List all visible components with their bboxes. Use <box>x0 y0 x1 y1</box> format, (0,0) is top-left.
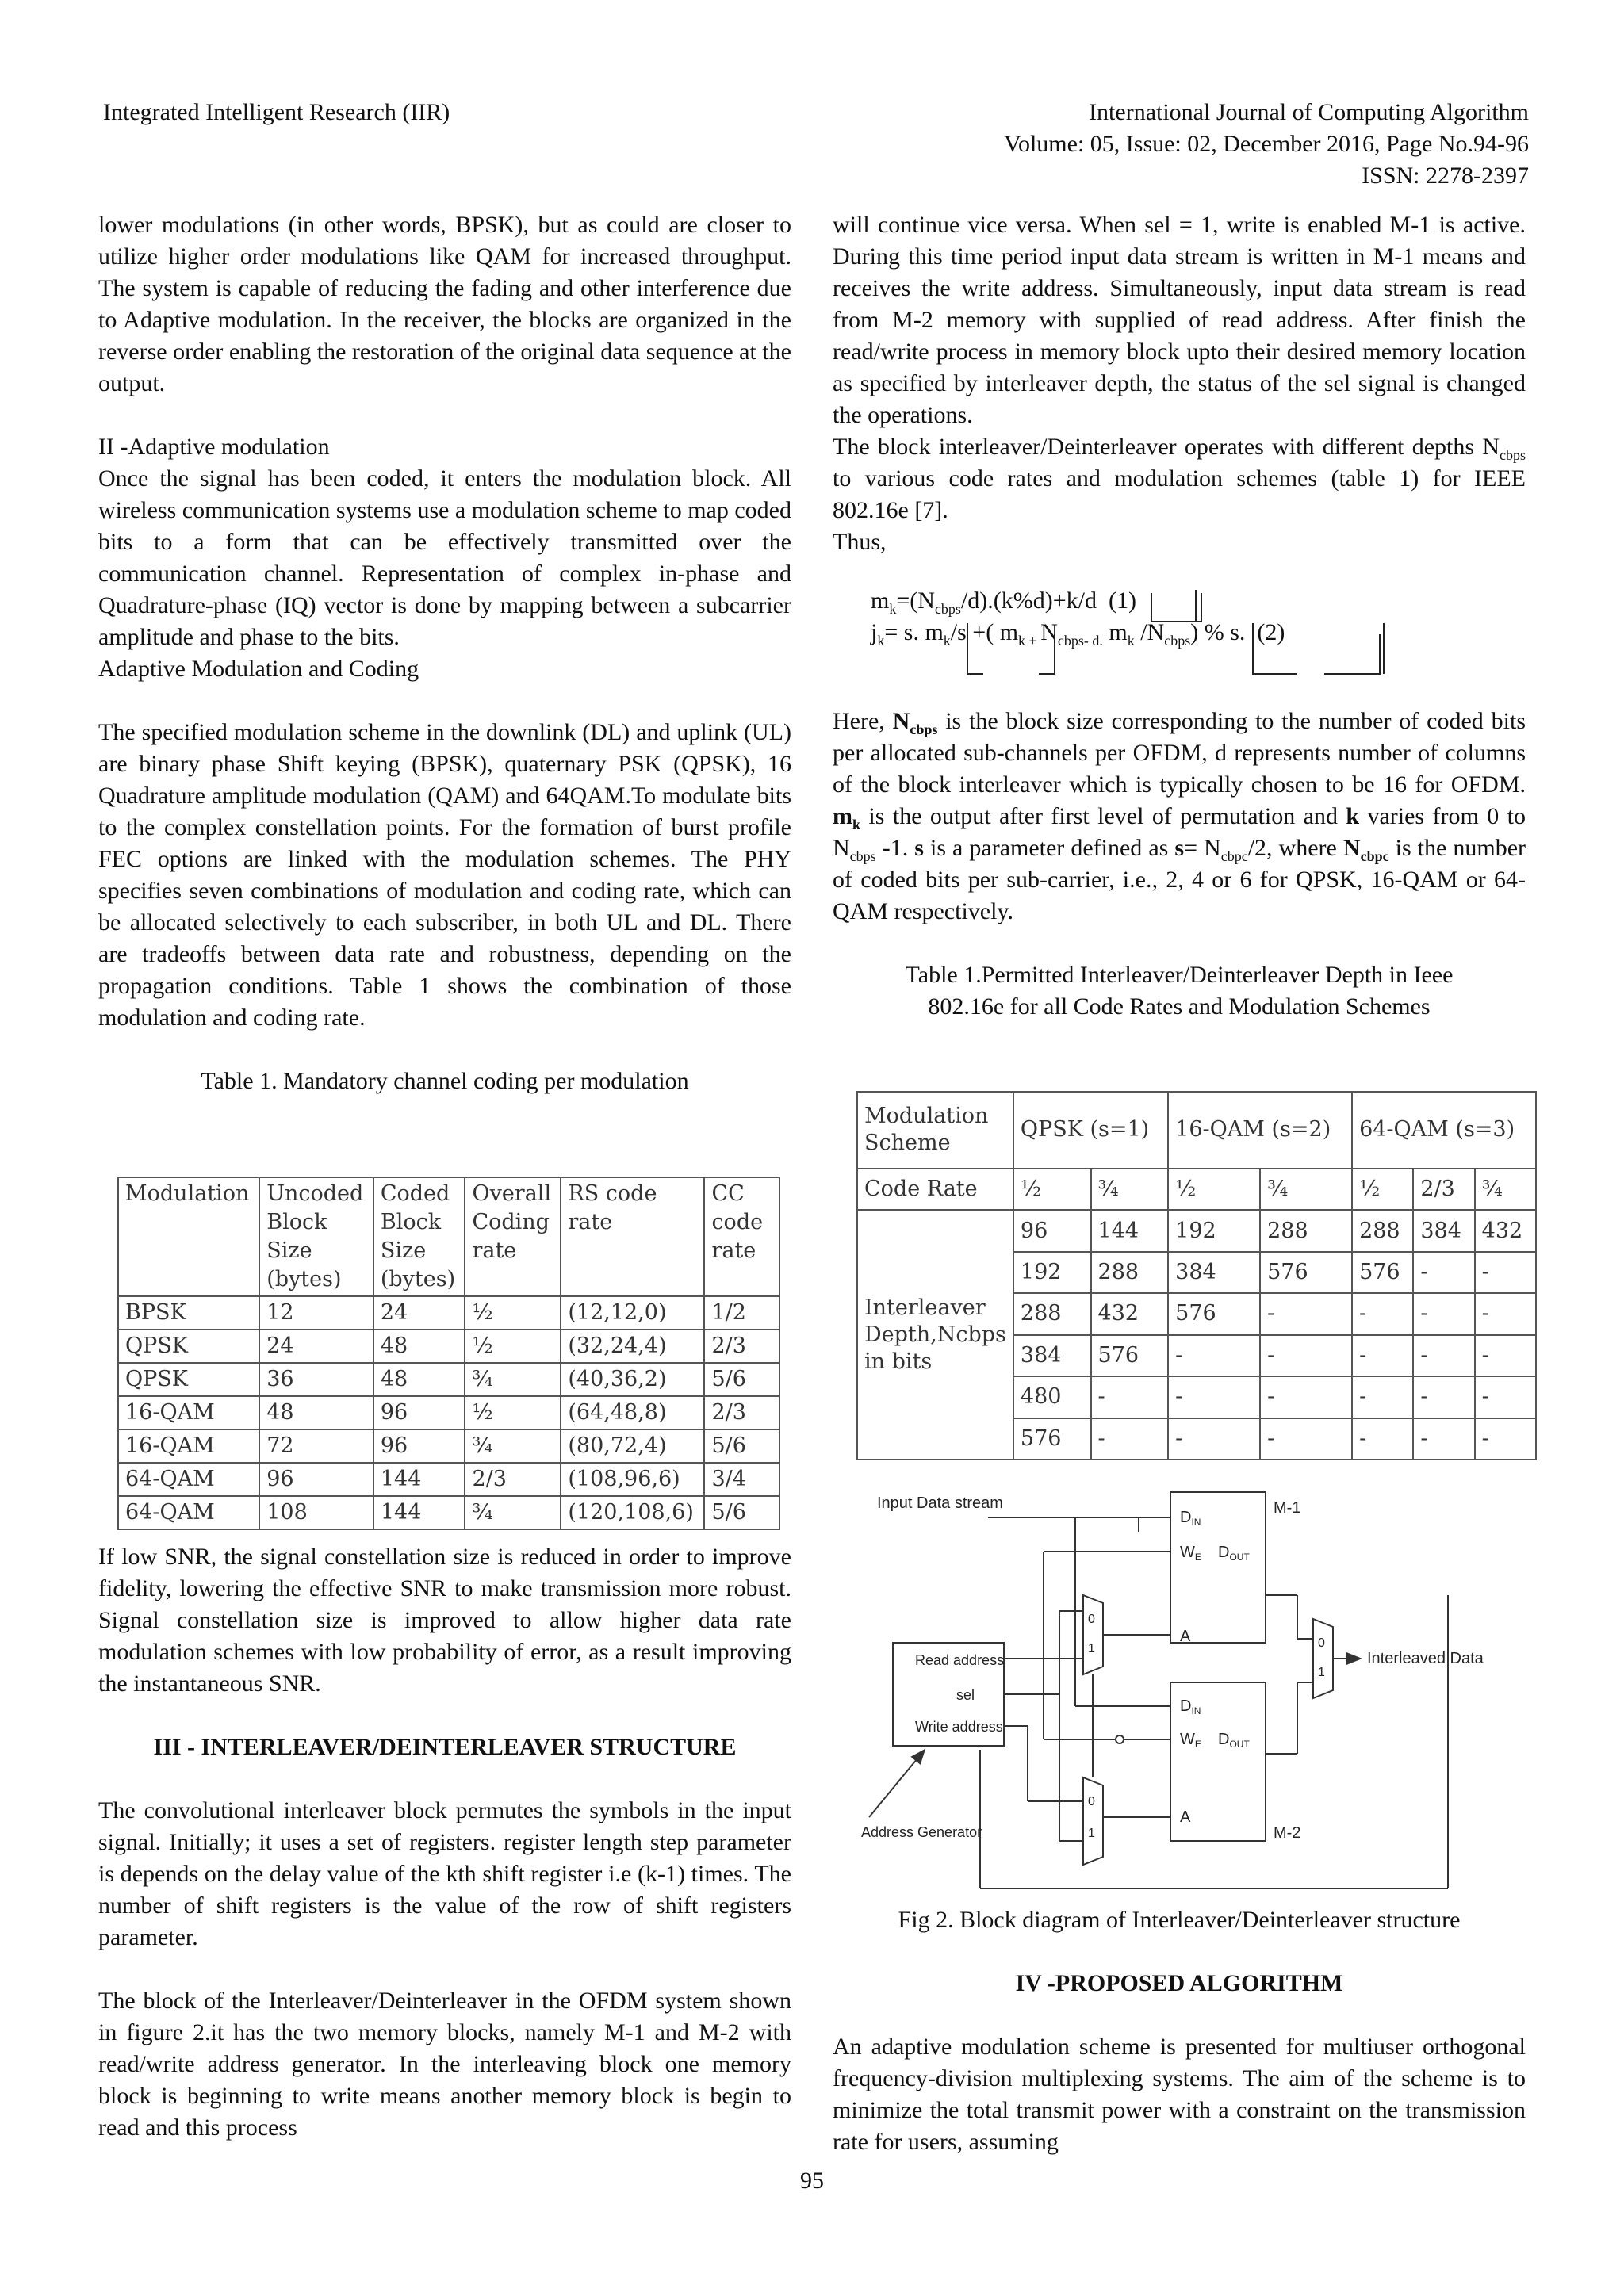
table-header-cell: Code Rate <box>857 1169 1013 1210</box>
table-cell: (32,24,4) <box>561 1330 704 1363</box>
table-cell: ½ <box>465 1330 561 1363</box>
left-column-top <box>98 209 791 1097</box>
table-cell: - <box>1260 1418 1352 1460</box>
page-number: 95 <box>800 2168 824 2194</box>
figure-label-addr: A <box>1180 1808 1191 1826</box>
table-cell: ¾ <box>465 1496 561 1529</box>
table-cell: 192 <box>1168 1210 1260 1251</box>
table2-caption-line2: 802.16e for all Code Rates and Modulation Schemes <box>928 993 1431 1020</box>
table-cell: - <box>1352 1376 1413 1418</box>
figure-label-m2: M-2 <box>1274 1824 1301 1842</box>
figure-label-address-generator: Address Generator <box>861 1824 982 1840</box>
header-journal-left: Integrated Intelligent Research (IIR) <box>103 99 450 125</box>
table-cell: - <box>1413 1293 1474 1334</box>
table-cell: 432 <box>1091 1293 1169 1334</box>
table-cell: - <box>1168 1335 1260 1376</box>
code-rate-cell: ¾ <box>1475 1169 1536 1210</box>
header-volume: Volume: 05, Issue: 02, December 2016, Page No.94-96 <box>1004 131 1529 157</box>
table-cell: 64-QAM <box>118 1463 259 1496</box>
table-row <box>118 1330 779 1363</box>
table-cell: (108,96,6) <box>561 1463 704 1496</box>
table-cell: - <box>1091 1418 1169 1460</box>
paragraph: The block of the Interleaver/Deinterleaver in the OFDM system shown in figure 2.it has the two memory blocks, namely M-1 and M-2 with read/write address generator. In the interleaving block one memory block is beginning to write means another memory block is begin to read and this process <box>98 1988 791 2141</box>
figure-label-sel: sel <box>956 1687 975 1703</box>
table-cell: 96 <box>373 1396 465 1429</box>
right-column-top <box>833 209 1526 558</box>
table-header-cell: 16-QAM (s=2) <box>1168 1092 1352 1169</box>
paragraph: Here, $N_{cbps}$ is the block size corresponding to the number of coded bits per allocated sub-channels per OFDM, d represents number of columns of the block interleaver which is typically chosen to be 16 for OFDM. $m_k$ is the output after first level of permutation and k varies from 0 to $N_{cbps}$ -1. s is a parameter defined as $s= N_{cbpc}/2$, where $N_{cbpc}$ is the number of coded bits per sub-carrier, i.e., 2, 4 or 6 for QPSK, 16-QAM or 64-QAM respectively. <box>833 708 1526 924</box>
table-cell: 48 <box>373 1363 465 1396</box>
paragraph: An adaptive modulation scheme is presented for multiuser orthogonal frequency-division multiplexing systems. The aim of the scheme is to minimize the total transmit power with a constraint on the transmission rate for users, assuming <box>833 2034 1526 2155</box>
equation-number: (2) <box>1257 619 1285 645</box>
table-header-cell: 64-QAM (s=3) <box>1352 1092 1536 1169</box>
paragraph: The block interleaver/Deinterleaver operates with different depths $N_{cbps}$ to various code rates and modulation schemes (table 1) for IEEE 802.16e [7]. <box>833 434 1526 523</box>
table-cell: 5/6 <box>704 1429 779 1463</box>
table-cell: ¾ <box>465 1429 561 1463</box>
table-cell: - <box>1260 1376 1352 1418</box>
mux-label: 0 <box>1088 1795 1095 1808</box>
mux-label: 1 <box>1088 1827 1095 1840</box>
table-cell: - <box>1475 1418 1536 1460</box>
table-header-cell: Uncoded Block Size (bytes) <box>259 1177 373 1296</box>
header-journal-right <box>736 97 1529 192</box>
paragraph-thus: Thus, <box>833 529 887 555</box>
subsection-title: Adaptive Modulation and Coding <box>98 656 419 682</box>
table-cell: 192 <box>1013 1252 1091 1293</box>
mux-label: 1 <box>1088 1642 1095 1655</box>
floor-brackets-decoration <box>864 587 1419 682</box>
table-cell: QPSK <box>118 1330 259 1363</box>
figure-caption: Fig 2. Block diagram of Interleaver/Deinterleaver structure <box>898 1907 1461 1933</box>
code-rate-cell: ¾ <box>1260 1169 1352 1210</box>
table-cell: (64,48,8) <box>561 1396 704 1429</box>
table-row <box>118 1496 779 1529</box>
table-cell: 48 <box>259 1396 373 1429</box>
table-row <box>118 1396 779 1429</box>
equation-2: $j_k= s$. $m_k/s$ +( $m_{k +}$ $N_{cbps- d.}$ $m_k$ $/N_{cbps}$) % s. (2) <box>871 619 1285 649</box>
table-code-rate-row <box>857 1169 1536 1210</box>
figure-label-m1: M-1 <box>1274 1499 1301 1517</box>
right-column-bottom <box>833 1904 1526 2158</box>
section-title-adaptive-modulation: II -Adaptive modulation <box>98 434 330 460</box>
table-cell: 24 <box>373 1296 465 1330</box>
table-row <box>118 1429 779 1463</box>
table-cell: 432 <box>1475 1210 1536 1251</box>
figure-label-we: $W_E$ <box>1180 1731 1201 1750</box>
table-header-cell: Modulation <box>118 1177 259 1296</box>
table-cell: 576 <box>1260 1252 1352 1293</box>
code-rate-cell: ¾ <box>1091 1169 1169 1210</box>
row-label-interleaver-depth: Interleaver Depth,Ncbps in bits <box>857 1210 1013 1460</box>
equation-1: $m_k=(N_{cbps}/d).(k\%d)+k/d$ (1) <box>871 587 1136 617</box>
table-cell: 16-QAM <box>118 1429 259 1463</box>
table-cell: - <box>1168 1418 1260 1460</box>
table-cell: 108 <box>259 1496 373 1529</box>
table-cell: 288 <box>1260 1210 1352 1251</box>
figure-label-output: Interleaved Data <box>1367 1650 1484 1667</box>
paragraph: will continue vice versa. When sel = 1, write is enabled M-1 is active. During this time period input data stream is written in M-1 means and receives the write address. Simultaneously, input data stream is read from M-2 memory with supplied of read address. After finish the read/write process in memory block upto their desired memory location as specified by interleaver depth, the status of the sel signal is changed the operations. <box>833 212 1526 428</box>
table-cell: - <box>1413 1418 1474 1460</box>
table-cell: 576 <box>1013 1418 1091 1460</box>
table-cell: - <box>1413 1252 1474 1293</box>
figure-label-din: $D_{IN}$ <box>1180 1697 1201 1716</box>
table-cell: 24 <box>259 1330 373 1363</box>
table-cell: (120,108,6) <box>561 1496 704 1529</box>
table-cell: BPSK <box>118 1296 259 1330</box>
table-cell: 288 <box>1091 1252 1169 1293</box>
figure-label-read-address: Read address <box>915 1652 1005 1668</box>
table-cell: - <box>1475 1376 1536 1418</box>
table-cell: - <box>1413 1335 1474 1376</box>
table-cell: 16-QAM <box>118 1396 259 1429</box>
code-rate-cell: 2/3 <box>1413 1169 1474 1210</box>
figure-label-din: $D_{IN}$ <box>1180 1509 1201 1528</box>
table-header-cell: Modulation Scheme <box>857 1092 1013 1169</box>
paragraph: Once the signal has been coded, it enters the modulation block. All wireless communication systems use a modulation scheme to map coded bits to a form that can be effectively transmitted over the communication channel. Representation of complex in-phase and Quadrature-phase (IQ) vector is done by mapping between a subcarrier amplitude and phase to the bits. <box>98 465 791 650</box>
figure-label-dout: $D_{OUT}$ <box>1218 1544 1250 1563</box>
equation-number: (1) <box>1108 587 1136 614</box>
table-interleaver-depth <box>856 1091 1537 1460</box>
table-row <box>118 1463 779 1496</box>
table-cell: - <box>1413 1376 1474 1418</box>
table-cell: (40,36,2) <box>561 1363 704 1396</box>
table-cell: 5/6 <box>704 1363 779 1396</box>
right-column-middle <box>833 706 1526 1023</box>
table-cell: 72 <box>259 1429 373 1463</box>
table-cell: - <box>1475 1335 1536 1376</box>
table-cell: - <box>1260 1335 1352 1376</box>
table-mandatory-channel-coding <box>117 1177 780 1530</box>
table-cell: 384 <box>1413 1210 1474 1251</box>
table-cell: - <box>1352 1293 1413 1334</box>
table1-caption: Table 1. Mandatory channel coding per modulation <box>201 1068 689 1094</box>
table-cell: QPSK <box>118 1363 259 1396</box>
figure-label-addr: A <box>1180 1628 1191 1645</box>
figure-label-input: Input Data stream <box>877 1494 1003 1512</box>
table-cell: 96 <box>373 1429 465 1463</box>
table-cell: - <box>1475 1252 1536 1293</box>
table-cell: ½ <box>465 1296 561 1330</box>
mux-label: 1 <box>1318 1666 1325 1679</box>
table-cell: (80,72,4) <box>561 1429 704 1463</box>
figure-label-write-address: Write address <box>915 1719 1003 1735</box>
header-issn: ISSN: 2278-2397 <box>1362 163 1529 189</box>
header-journal-name: International Journal of Computing Algorithm <box>1089 99 1529 125</box>
mux-output <box>1313 1619 1333 1698</box>
table-cell: 2/3 <box>465 1463 561 1496</box>
table-cell: - <box>1475 1293 1536 1334</box>
table-header-cell: CC code rate <box>704 1177 779 1296</box>
table-cell: 3/4 <box>704 1463 779 1496</box>
mux-lower <box>1083 1777 1103 1865</box>
code-rate-cell: ½ <box>1352 1169 1413 1210</box>
table-cell: 1/2 <box>704 1296 779 1330</box>
figure-label-dout: $D_{OUT}$ <box>1218 1731 1250 1750</box>
table-cell: - <box>1352 1418 1413 1460</box>
table-cell: 288 <box>1013 1293 1091 1334</box>
table-header-cell: Overall Coding rate <box>465 1177 561 1296</box>
figure-interleaver-block-diagram <box>853 1484 1484 1896</box>
table-cell: 288 <box>1352 1210 1413 1251</box>
table-cell: 144 <box>373 1463 465 1496</box>
table-cell: 144 <box>1091 1210 1169 1251</box>
section-title-proposed-algorithm: IV -PROPOSED ALGORITHM <box>1015 1970 1343 1996</box>
table-cell: 2/3 <box>704 1396 779 1429</box>
figure-label-we: $W_E$ <box>1180 1544 1201 1563</box>
table-row <box>857 1210 1536 1251</box>
mux-upper <box>1083 1595 1103 1674</box>
table-header-cell: RS code rate <box>561 1177 704 1296</box>
table-row <box>118 1363 779 1396</box>
table-cell: (12,12,0) <box>561 1296 704 1330</box>
section-title-interleaver-structure: III - INTERLEAVER/DEINTERLEAVER STRUCTURE <box>153 1734 737 1760</box>
table-cell: - <box>1260 1293 1352 1334</box>
table-cell: 384 <box>1013 1335 1091 1376</box>
table-cell: - <box>1091 1376 1169 1418</box>
table-cell: 36 <box>259 1363 373 1396</box>
paragraph: The specified modulation scheme in the downlink (DL) and uplink (UL) are binary phase Shift keying (BPSK), quaternary PSK (QPSK), 16 Quadrature amplitude modulation (QAM) and 64QAM.To modulate bits to the complex constellation points. For the formation of burst profile FEC options are linked with the modulation schemes. The PHY specifies seven combinations of modulation and coding rate, which can be allocated selectively to each subscriber, in both UL and DL. There are tradeoffs between data rate and robustness, depending on the propagation conditions. Table 1 shows the combination of those modulation and coding rate. <box>98 719 791 1031</box>
table-header-cell: QPSK (s=1) <box>1013 1092 1168 1169</box>
table-cell: 96 <box>259 1463 373 1496</box>
table-cell: 48 <box>373 1330 465 1363</box>
table-cell: 144 <box>373 1496 465 1529</box>
paragraph: lower modulations (in other words, BPSK), but as could are closer to utilize higher order modulations like QAM for increased throughput. The system is capable of reducing the fading and other interference due to Adaptive modulation. In the receiver, the blocks are organized in the reverse order enabling the restoration of the original data sequence at the output. <box>98 212 791 396</box>
table-cell: 2/3 <box>704 1330 779 1363</box>
table-cell: 384 <box>1168 1252 1260 1293</box>
table2-caption-line1: Table 1.Permitted Interleaver/Deinterleaver Depth in Ieee <box>905 962 1454 988</box>
table-cell: 576 <box>1352 1252 1413 1293</box>
paragraph: If low SNR, the signal constellation size is reduced in order to improve fidelity, lowering the effective SNR to make transmission more robust. Signal constellation size is improved to allow higher data rate modulation schemes with low probability of error, as a result improving the instantaneous SNR. <box>98 1544 791 1697</box>
table-cell: 12 <box>259 1296 373 1330</box>
table-header-row <box>857 1092 1536 1169</box>
table-header-cell: Coded Block Size (bytes) <box>373 1177 465 1296</box>
table-cell: 480 <box>1013 1376 1091 1418</box>
code-rate-cell: ½ <box>1168 1169 1260 1210</box>
paragraph: The convolutional interleaver block permutes the symbols in the input signal. Initially; it uses a set of registers. register length step parameter is depends on the delay value of the kth shift register i.e (k-1) times. The number of shift registers is the value of the row of shift registers parameter. <box>98 1797 791 1950</box>
mux-label: 0 <box>1318 1636 1325 1650</box>
table-cell: 576 <box>1168 1293 1260 1334</box>
table-cell: - <box>1168 1376 1260 1418</box>
table-header-row <box>118 1177 779 1296</box>
code-rate-cell: ½ <box>1013 1169 1091 1210</box>
table-cell: 96 <box>1013 1210 1091 1251</box>
left-column-bottom <box>98 1541 791 2144</box>
mux-label: 0 <box>1088 1613 1095 1626</box>
table-cell: 64-QAM <box>118 1496 259 1529</box>
table-cell: 5/6 <box>704 1496 779 1529</box>
table-row <box>118 1296 779 1330</box>
table-cell: ½ <box>465 1396 561 1429</box>
table-cell: 576 <box>1091 1335 1169 1376</box>
table-cell: - <box>1352 1335 1413 1376</box>
table-cell: ¾ <box>465 1363 561 1396</box>
